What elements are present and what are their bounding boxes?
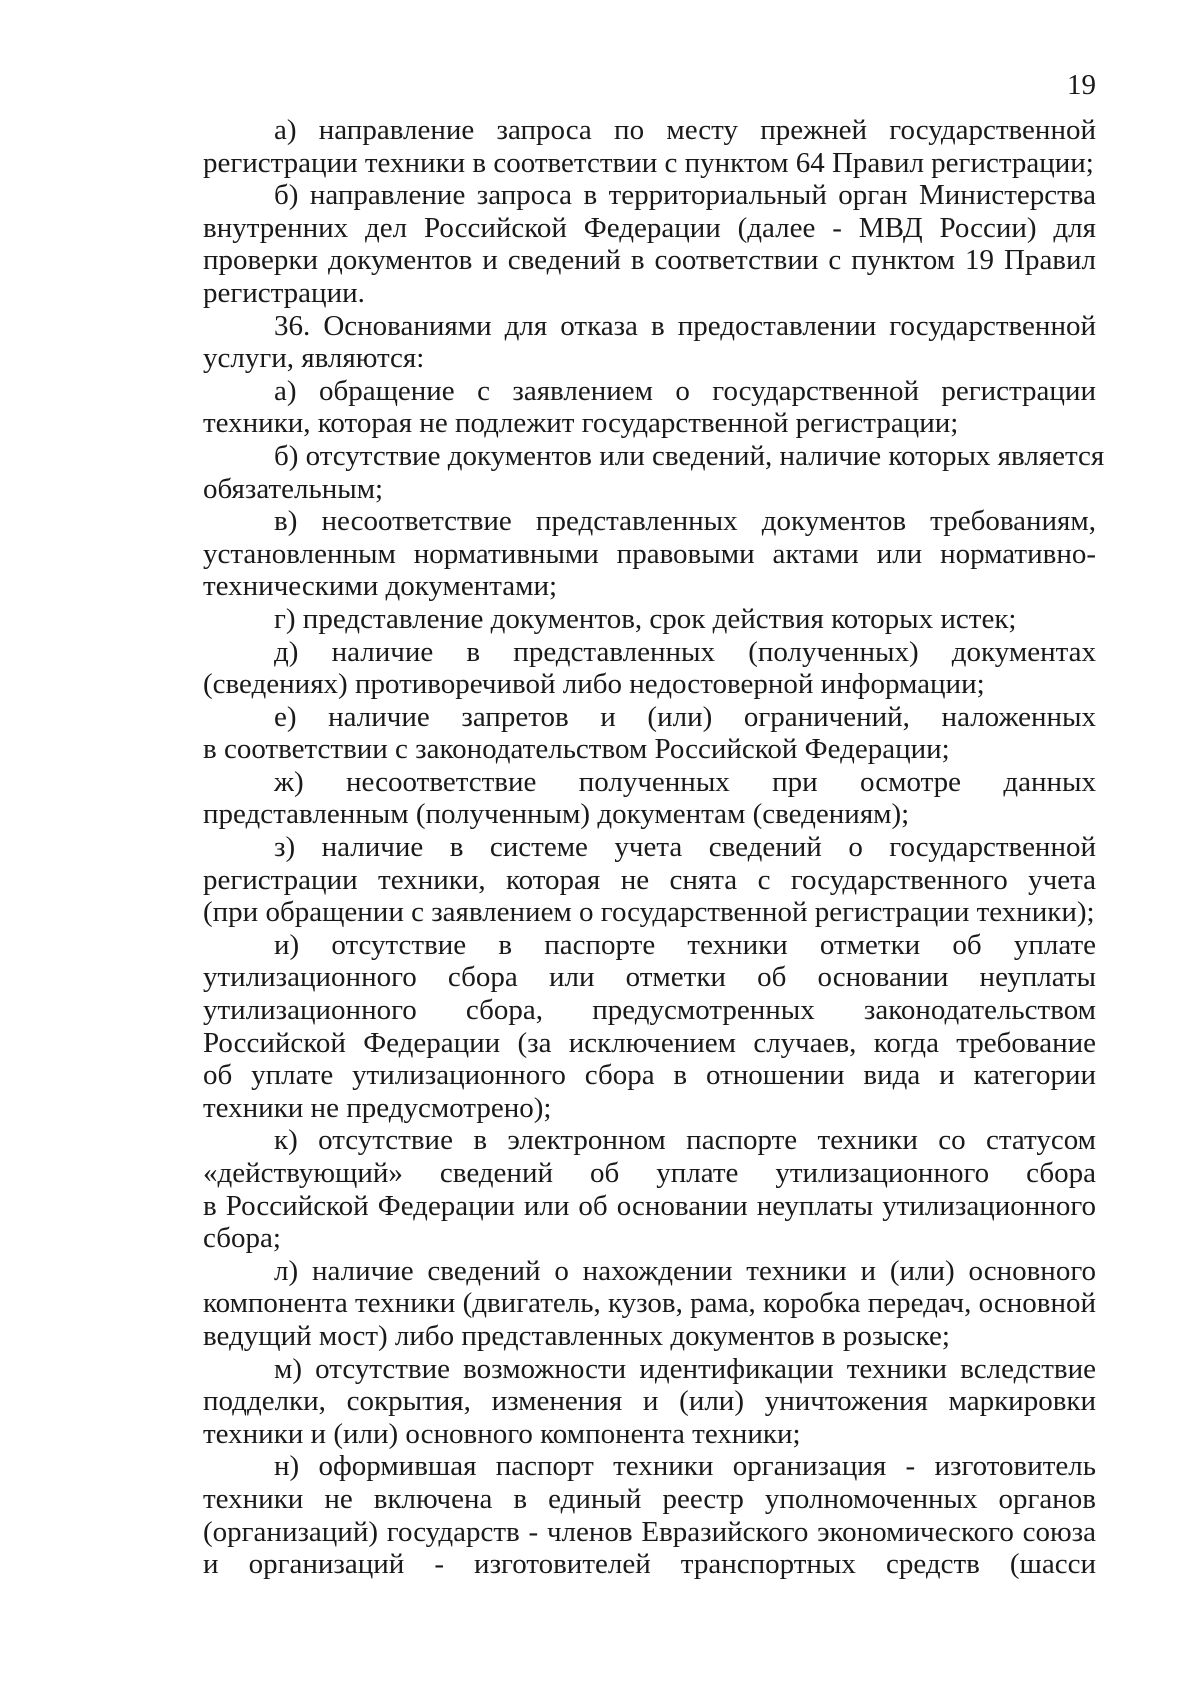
paragraph-line: услуги, являются: [203,342,425,375]
paragraph-line: к) отсутствие в электронном паспорте техники со статусом [274,1124,1096,1157]
paragraph-line: и) отсутствие в паспорте техники отметки об уплате [274,928,1096,961]
paragraph-line: техники не включена в единый реестр уполномоченных органов [203,1482,1096,1515]
paragraph-line: а) направление запроса по месту прежней государственной [274,114,1096,146]
paragraph-line: в Российской Федерации или об основании неуплаты утилизационного [203,1189,1096,1222]
paragraph [203,636,1096,701]
paragraph-line: представленным (полученным) документам (сведениям); [203,798,910,831]
paragraph [203,310,1096,375]
paragraph [203,439,1105,505]
paragraph-line: а) обращение с заявлением о государственной регистрации [274,374,1096,407]
paragraph-line: л) наличие сведений о нахождении техники и (или) основного [274,1254,1096,1287]
paragraph-line: Российской Федерации (за исключением случаев, когда требование [203,1026,1096,1059]
paragraph-line: внутренних дел Российской Федерации (далее - МВД России) для [203,211,1096,244]
paragraph-line: техники и (или) основного компонента техники; [203,1417,801,1450]
paragraph [203,766,1096,831]
paragraph-line: б) направление запроса в территориальный орган Министерства [274,179,1096,212]
paragraph [203,603,1096,636]
paragraph-line: техническими документами; [203,570,558,603]
paragraph-line: м) отсутствие возможности идентификации техники вследствие [274,1352,1096,1385]
paragraph-line: в) несоответствие представленных документов требованиям, [274,505,1096,538]
paragraph-line: (сведениях) противоречивой либо недостоверной информации; [203,668,985,701]
paragraph-line: и организаций - изготовителей транспортных средств (шасси [203,1548,1096,1581]
paragraph [203,701,1096,766]
paragraph-line: установленным нормативными правовыми актами или нормативно- [203,537,1096,570]
paragraph [203,505,1096,603]
paragraph [203,929,1096,1125]
paragraph [203,1255,1096,1353]
paragraph-line: подделки, сокрытия, изменения и (или) уничтожения маркировки [203,1385,1096,1418]
paragraph-line: ведущий мост) либо представленных документов в розыске; [203,1319,950,1352]
paragraph [203,1450,1096,1580]
paragraph-line: в соответствии с законодательством Российской Федерации; [203,733,950,766]
paragraph-line: обязательным; [203,472,384,505]
paragraph-line: д) наличие в представленных (полученных) документах [274,635,1096,668]
paragraph-line: (при обращении с заявлением о государственной регистрации техники); [203,896,1095,929]
paragraph [203,114,1096,179]
paragraph-line: техники, которая не подлежит государственной регистрации; [203,407,959,440]
paragraph-line: регистрации техники в соответствии с пунктом 64 Правил регистрации; [203,146,1094,179]
paragraph-line: сбора; [203,1222,281,1255]
paragraph [203,375,1096,440]
paragraph-line: з) наличие в системе учета сведений о государственной [274,831,1096,864]
paragraph-line: ж) несоответствие полученных при осмотре данных [274,765,1096,798]
paragraph-line: об уплате утилизационного сбора в отношении вида и категории [203,1059,1096,1092]
paragraph-line: компонента техники (двигатель, кузов, рама, коробка передач, основной [203,1287,1096,1320]
paragraph-line: утилизационного сбора или отметки об основании неуплаты [203,961,1096,994]
paragraph-line: утилизационного сбора, предусмотренных законодательством [203,994,1096,1027]
paragraph-line: техники не предусмотрено); [203,1091,552,1124]
paragraph [203,179,1096,309]
paragraph [203,831,1096,929]
paragraph-line: е) наличие запретов и (или) ограничений, наложенных [274,700,1096,733]
paragraph-line: регистрации. [203,276,365,309]
paragraph [203,1124,1096,1254]
paragraph-line: г) представление документов, срок действия которых истек; [274,602,1017,635]
paragraph-line: проверки документов и сведений в соответствии с пунктом 19 Правил [203,244,1096,277]
paragraph-line: 36. Основаниями для отказа в предоставлении государственной [274,309,1096,342]
paragraph-line: «действующий» сведений об уплате утилизационного сбора [203,1157,1096,1189]
paragraph-line: (организаций) государств - членов Евразийского экономического союза [203,1515,1096,1548]
paragraph-line: н) оформившая паспорт техники организация - изготовитель [274,1450,1096,1483]
paragraph-line: регистрации техники, которая не снята с государственного учета [203,863,1096,896]
page-number: 19 [1067,69,1096,101]
document-body [203,114,1105,1581]
paragraph-line: б) отсутствие документов или сведений, наличие которых является [274,439,1105,472]
paragraph [203,1353,1096,1451]
